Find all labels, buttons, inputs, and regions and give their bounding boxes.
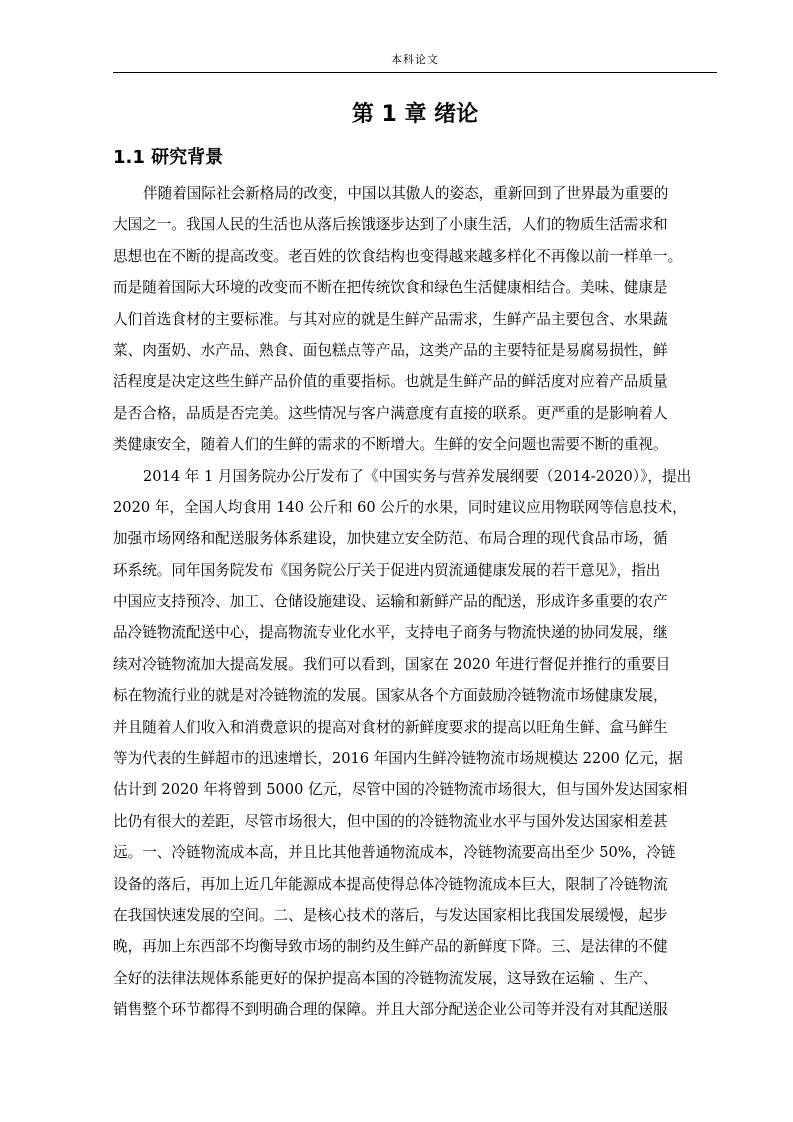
text-line: 2014 年 1 月国务院办公厅发布了《中国实务与营养发展纲要（2014-2020）》，提出 — [143, 467, 692, 485]
text-line: 比仍有很大的差距，尽管市场很大，但中国的的冷链物流业水平与国外发达国家相差甚 — [113, 812, 668, 830]
running-header: 本科论文 — [391, 53, 439, 66]
text-line: 等为代表的生鲜超市的迅速增长，2016 年国内生鲜冷链物流市场规模达 2200 亿元，据 — [113, 750, 683, 768]
text-line: 品冷链物流配送中心，提高物流专业化水平，支持电子商务与物流快递的协同发展，继 — [113, 624, 668, 642]
text-line: 续对冷链物流加大提高发展。我们可以看到，国家在 2020 年进行督促并推行的重要目 — [113, 655, 671, 673]
text-line: 远。一、冷链物流成本高，并且比其他普通物流成本，冷链物流要高出至少 50%，冷链 — [113, 844, 676, 862]
text-line: 思想也在不断的提高改变。老百姓的饮食结构也变得越来越多样化不再像以前一样单一。 — [113, 247, 683, 265]
text-line: 活程度是决定这些生鲜产品价值的重要指标。也就是生鲜产品的鲜活度对应着产品质量 — [113, 373, 668, 391]
text-line: 在我国快速发展的空间。二、是核心技术的落后，与发达国家相比我国发展缓慢，起步 — [113, 906, 668, 924]
text-line: 大国之一。我国人民的生活也从落后挨饿逐步达到了小康生活，人们的物质生活需求和 — [113, 216, 668, 234]
text-line: 菜、肉蛋奶、水产品、熟食、面包糕点等产品，这类产品的主要特征是易腐易损性，鲜 — [113, 341, 668, 359]
text-line: 加强市场网络和配送服务体系建设，加快建立安全防范、布局合理的现代食品市场，循 — [113, 530, 668, 548]
paragraph — [113, 461, 725, 1026]
text-line: 2020 年，全国人均食用 140 公斤和 60 公斤的水果，同时建议应用物联网等信息技术， — [113, 498, 687, 516]
text-line: 环系统。同年国务院发布《国务院公厅关于促进内贸流通健康发展的若干意见》，指出 — [113, 561, 661, 579]
text-line: 是否合格，品质是否完美。这些情况与客户满意度有直接的联系。更严重的是影响着人 — [113, 404, 668, 422]
text-line: 销售整个环节都得不到明确合理的保障。并且大部分配送企业公司等并没有对其配送服 — [113, 1001, 668, 1019]
text-line: 估计到 2020 年将曾到 5000 亿元，尽管中国的冷链物流市场很大，但与国外发达国家相 — [113, 781, 688, 799]
text-line: 并且随着人们收入和消费意识的提高对食材的新鲜度要求的提高以旺角生鲜、盒马鲜生 — [113, 718, 668, 736]
paragraph — [113, 178, 725, 461]
text-line: 全好的法律法规体系能更好的保护提高本国的冷链物流发展，这导致在运输 、生产、 — [113, 969, 658, 987]
text-line: 伴随着国际社会新格局的改变，中国以其傲人的姿态，重新回到了世界最为重要的 — [143, 185, 669, 202]
text-line: 中国应支持预冷、加工、仓储设施建设、运输和新鲜产品的配送，形成许多重要的农产 — [113, 593, 668, 611]
text-line: 类健康安全，随着人们的生鲜的需求的不断增大。生鲜的安全问题也需要不断的重视。 — [113, 436, 668, 454]
header-divider — [113, 72, 717, 73]
body-text — [113, 178, 725, 1026]
chapter-title: 第 1 章 绪论 — [351, 102, 479, 127]
text-line: 人们首选食材的主要标准。与其对应的就是生鲜产品需求，生鲜产品主要包含、水果蔬 — [113, 310, 668, 328]
text-line: 设备的落后，再加上近几年能源成本提高使得总体冷链物流成本巨大，限制了冷链物流 — [113, 875, 668, 893]
text-line: 标在物流行业的就是对冷链物流的发展。国家从各个方面鼓励冷链物流市场健康发展， — [113, 687, 668, 705]
text-line: 晚，再加上东西部不均衡导致市场的制约及生鲜产品的新鲜度下降。三、是法律的不健 — [113, 938, 668, 956]
text-line: 而是随着国际大环境的改变而不断在把传统饮食和绿色生活健康相结合。美味、健康是 — [113, 279, 668, 297]
section-heading: 1.1 研究背景 — [113, 147, 224, 168]
